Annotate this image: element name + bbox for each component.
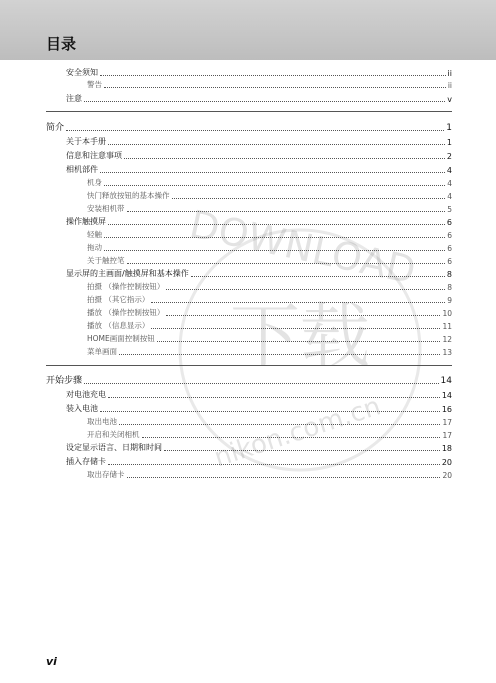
leader-dots: [157, 340, 441, 342]
toc-entry-title: 设定显示语言、日期和时间: [66, 443, 162, 452]
toc-entry-title: 取出存储卡: [87, 470, 125, 479]
toc-entry[interactable]: [87, 78, 452, 90]
toc-entry-page: v: [447, 95, 452, 104]
toc-entry-page: 1: [446, 138, 452, 147]
toc-entry[interactable]: [87, 319, 452, 331]
toc-entry-title: 对电池充电: [66, 390, 106, 399]
toc-entry-page: 4: [447, 179, 452, 188]
leader-dots: [164, 449, 440, 451]
toc-entry-title: 插入存储卡: [66, 457, 106, 466]
toc-entry[interactable]: [87, 293, 452, 305]
toc-entry-page: 10: [442, 309, 452, 318]
leader-dots: [119, 353, 440, 355]
toc-entry-page: 5: [447, 205, 452, 214]
leader-dots: [166, 288, 445, 290]
leader-dots: [127, 262, 446, 264]
toc-entry-page: 1: [446, 123, 452, 133]
leader-dots: [104, 249, 445, 251]
toc-entry-page: 2: [446, 152, 452, 161]
toc-entry-title: 操作触摸屏: [66, 217, 106, 226]
toc-entry-page: 6: [447, 231, 452, 240]
toc-entry-page: 17: [442, 431, 452, 440]
toc-entry[interactable]: [66, 135, 452, 147]
leader-dots: [84, 100, 445, 102]
toc-entry[interactable]: [66, 149, 452, 161]
toc-entry[interactable]: [87, 332, 452, 344]
toc-entry[interactable]: [87, 176, 452, 188]
leader-dots: [151, 327, 440, 329]
toc-entry-title: 拍摄 （操作控制按钮）: [87, 282, 165, 291]
toc-entry[interactable]: [87, 241, 452, 253]
leader-dots: [119, 423, 440, 425]
toc-entry-page: 13: [442, 348, 452, 357]
watermark-xiazai-text: 下载: [230, 295, 370, 377]
toc-entry-title: 显示屏的主画面/触摸屏和基本操作: [66, 269, 189, 278]
toc-section[interactable]: [46, 374, 452, 386]
toc-entry[interactable]: [87, 280, 452, 292]
header-bar: [0, 0, 496, 60]
toc-entry-title: 拖动: [87, 243, 102, 252]
toc-entry[interactable]: [87, 468, 452, 480]
leader-dots: [108, 396, 440, 398]
toc-entry-page: 6: [447, 257, 452, 266]
toc-entry-title: 开启和关闭相机: [87, 430, 140, 439]
toc-entry-title: 相机部件: [66, 165, 98, 174]
section-divider: [46, 111, 452, 112]
leader-dots: [108, 223, 445, 225]
leader-dots: [104, 184, 445, 186]
leader-dots: [100, 171, 445, 173]
watermark-download-text: DOWNLOAD: [185, 201, 420, 293]
leader-dots: [104, 86, 446, 88]
toc-entry[interactable]: [87, 254, 452, 266]
leader-dots: [127, 476, 441, 478]
leader-dots: [108, 463, 440, 465]
leader-dots: [100, 74, 446, 76]
toc-entry-title: 拍摄 （其它指示）: [87, 295, 150, 304]
leader-dots: [84, 382, 439, 384]
toc-entry-page: 14: [441, 391, 452, 400]
toc-entry-title: 开始步骤: [46, 376, 83, 386]
toc-entry-page: 18: [441, 444, 452, 453]
leader-dots: [100, 410, 440, 412]
leader-dots: [166, 314, 440, 316]
toc-entry-page: 17: [442, 418, 452, 427]
toc-entry-page: 14: [440, 376, 452, 386]
toc-entry-title: 警告: [87, 80, 102, 89]
toc-entry[interactable]: [87, 202, 452, 214]
toc-entry-title: 菜单画面: [87, 347, 117, 356]
toc-entry[interactable]: [66, 92, 452, 104]
toc-entry-page: 12: [442, 335, 452, 344]
toc-entry-page: 16: [441, 405, 452, 414]
toc-entry[interactable]: [66, 215, 452, 227]
toc-entry-page: 4: [447, 192, 452, 201]
toc-entry[interactable]: [66, 267, 452, 279]
leader-dots: [172, 197, 446, 199]
toc-section[interactable]: [46, 121, 452, 133]
toc-entry-page: ii: [447, 81, 452, 90]
toc-entry-title: 信息和注意事项: [66, 151, 122, 160]
toc-entry-title: 注意: [66, 94, 82, 103]
toc-entry[interactable]: [66, 441, 452, 453]
toc-entry-title: 安装相机带: [87, 204, 125, 213]
page-number: vi: [46, 655, 57, 668]
toc-entry[interactable]: [66, 163, 452, 175]
toc-entry-page: 11: [442, 322, 452, 331]
toc-entry-title: 轻触: [87, 230, 102, 239]
toc-entry-page: 6: [447, 244, 452, 253]
toc-entry[interactable]: [87, 306, 452, 318]
page-title: 目录: [46, 35, 77, 53]
toc-entry[interactable]: [66, 455, 452, 467]
leader-dots: [151, 301, 445, 303]
toc-entry[interactable]: [87, 428, 452, 440]
toc-entry-title: 播放 （操作控制按钮）: [87, 308, 165, 317]
watermark-url-text: nikon.com.cn: [210, 391, 385, 474]
toc-entry-page: 9: [447, 296, 452, 305]
leader-dots: [191, 275, 445, 277]
toc-entry-title: 快门释放按钮的基本操作: [87, 191, 170, 200]
toc-entry[interactable]: [87, 189, 452, 201]
toc-entry-title: 装入电池: [66, 404, 98, 413]
leader-dots: [66, 129, 444, 131]
toc-entry-page: 20: [441, 458, 452, 467]
toc-entry-title: 简介: [46, 123, 65, 133]
toc-entry[interactable]: [87, 345, 452, 357]
leader-dots: [142, 436, 441, 438]
toc-entry[interactable]: [66, 402, 452, 414]
leader-dots: [108, 143, 445, 145]
toc-entry-title: HOME画面控制按钮: [87, 334, 155, 343]
toc-entry-page: 8: [447, 283, 452, 292]
toc-entry-title: 关于本手册: [66, 137, 106, 146]
toc-entry-title: 安全须知: [66, 68, 98, 77]
toc-entry-title: 机身: [87, 178, 102, 187]
leader-dots: [124, 157, 445, 159]
toc-entry[interactable]: [66, 388, 452, 400]
toc-entry-page: 20: [442, 471, 452, 480]
toc-entry-page: ii: [447, 69, 452, 78]
leader-dots: [104, 236, 445, 238]
section-divider: [46, 365, 452, 366]
toc-entry-page: 8: [446, 270, 452, 279]
leader-dots: [127, 210, 446, 212]
toc-entry[interactable]: [66, 66, 452, 78]
toc-entry-title: 关于触控笔: [87, 256, 125, 265]
toc-entry-title: 播放 （信息显示）: [87, 321, 150, 330]
toc-entry[interactable]: [87, 228, 452, 240]
toc-entry-title: 取出电池: [87, 417, 117, 426]
toc-entry-page: 6: [446, 218, 452, 227]
toc-entry-page: 4: [446, 166, 452, 175]
toc-entry[interactable]: [87, 415, 452, 427]
